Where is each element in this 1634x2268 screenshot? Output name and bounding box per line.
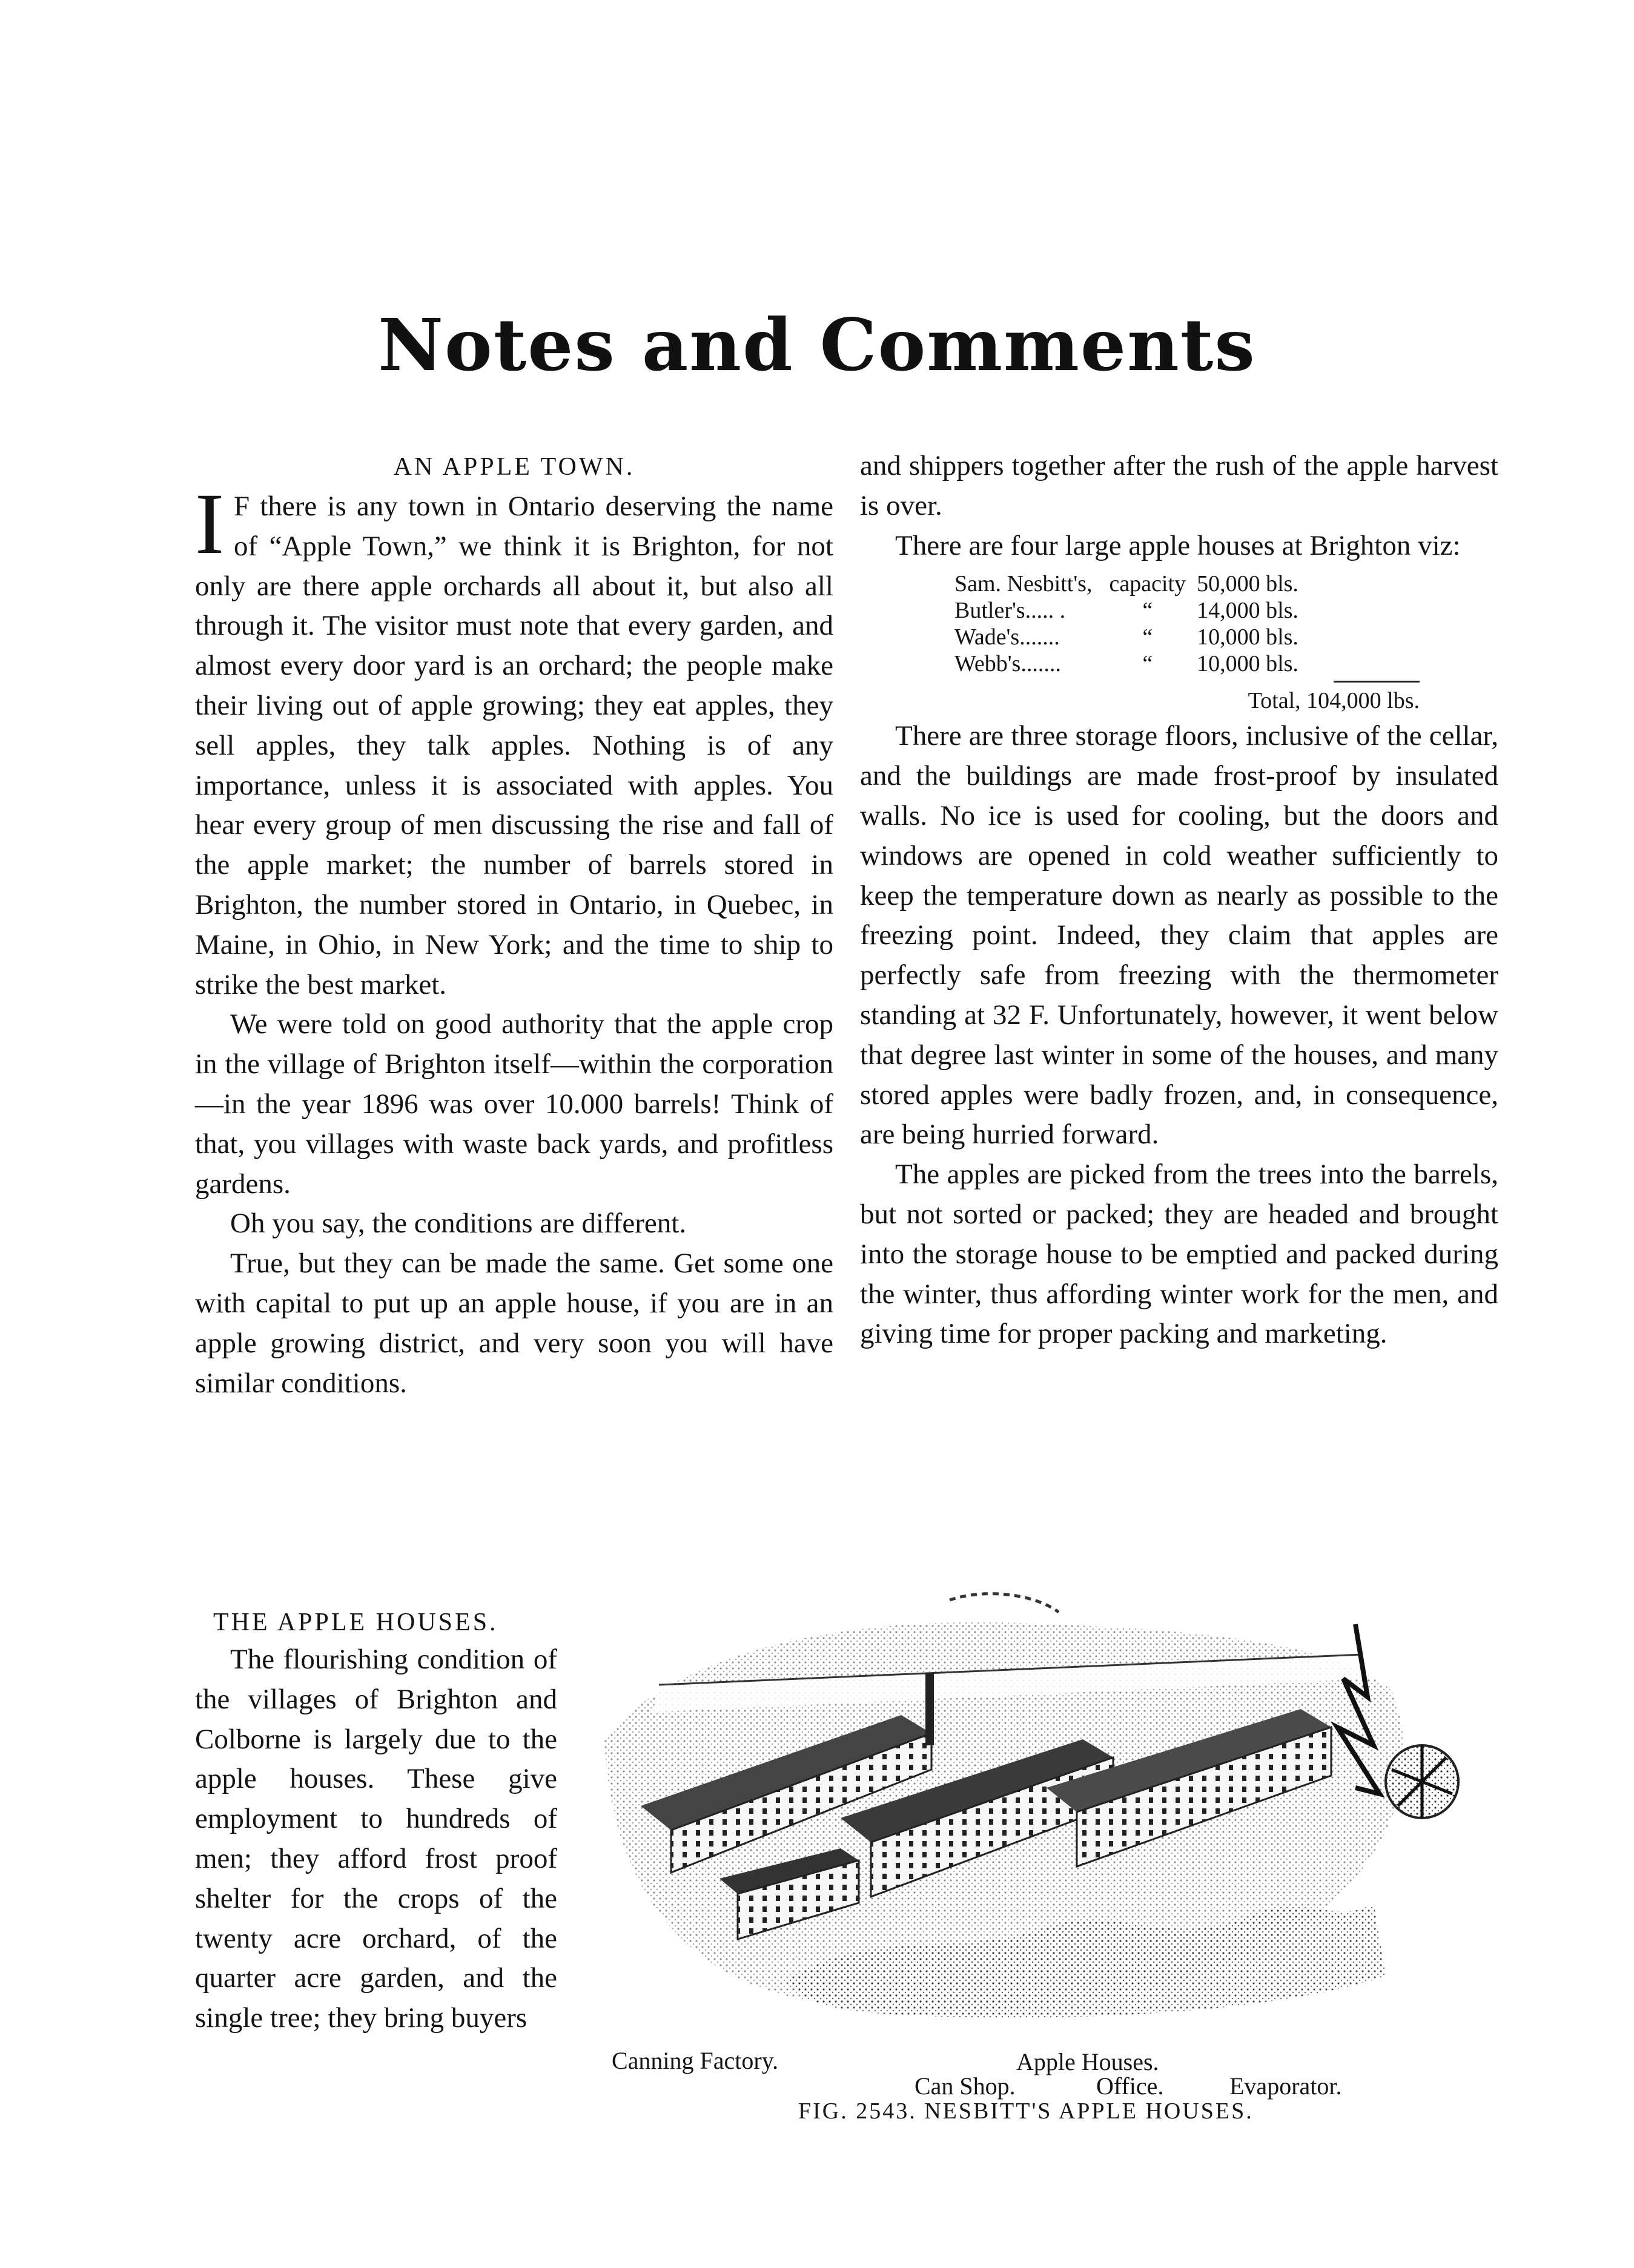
figure-caption: FIG. 2543. NESBITT'S APPLE HOUSES. <box>798 2098 1254 2124</box>
drop-cap: I <box>195 476 224 572</box>
paragraph <box>195 476 833 1005</box>
paragraph: The flourishing condition of the villages of Brighton and Colborne is largely due to the apple houses. These give employment to hundreds of men; they afford frost proof shelter for the crops of the twenty acre orchard, of the quarter acre garden, and the single tree; they bring buyers <box>195 1644 557 2034</box>
paragraph: True, but they can be made the same. Get some one with capital to put up an apple house, if you are in an apple growing district, and very soon you will have similar conditions. <box>195 1248 833 1399</box>
page-title: Notes and Comments <box>378 303 1256 387</box>
house-capacity-label: capacity <box>1109 571 1186 597</box>
house-capacity-label: “ <box>1142 651 1153 677</box>
label-evaporator: Evaporator. <box>1229 2072 1342 2100</box>
label-can-shop: Can Shop. <box>915 2072 1016 2100</box>
house-capacity: 14,000 bls. <box>1197 598 1298 624</box>
section-heading-apple-houses: THE APPLE HOUSES. <box>213 1608 498 1636</box>
table-total: Total, 104,000 lbs. <box>1248 688 1420 714</box>
table-row <box>954 570 1305 597</box>
section-heading-apple-town: AN APPLE TOWN. <box>393 453 635 481</box>
paragraph: The apples are picked from the trees into the barrels, but not sorted or packed; they are headed and brought into the storage house to be emptied and packed during the winter, thus affording winter work for the men, and giving time for proper packing and marketing. <box>860 1159 1498 1350</box>
paragraph: There are three storage floors, inclusive of the cellar, and the buildings are made frost-proof by insulated walls. No ice is used for cooling, but the doors and windows are opened in cold weather sufficiently to keep the temperature down as nearly as possible to the freezing point. Indeed, they claim that apples are perfectly safe from freezing with the thermometer standing at 32 F. Unfortunately, however, it went below that degree last winter in some of the houses, and many stored apples were badly frozen, and, in consequence, are being hurried forward. <box>860 720 1498 1151</box>
house-name: Butler's..... . <box>954 598 1066 624</box>
apple-houses-illustration <box>586 1588 1483 2042</box>
apple-houses-table <box>954 570 1305 677</box>
label-office: Office. <box>1096 2072 1164 2100</box>
table-row <box>954 650 1305 677</box>
paragraph: and shippers together after the rush of the apple harvest is over. <box>860 450 1498 521</box>
label-canning-factory: Canning Factory. <box>612 2047 779 2074</box>
house-name: Wade's....... <box>954 624 1060 650</box>
house-capacity: 50,000 bls. <box>1197 571 1298 597</box>
paragraph: We were told on good authority that the apple crop in the village of Brighton itself—within the corporation—in the year 1896 was over 10.000 barrels! Think of that, you villages with waste back yards, and profitless gardens. <box>195 1008 833 1200</box>
paragraph: There are four large apple houses at Brighton viz: <box>895 529 1461 561</box>
house-name: Sam. Nesbitt's, <box>954 571 1093 597</box>
house-capacity-label: “ <box>1142 624 1153 650</box>
house-capacity-label: “ <box>1142 598 1153 624</box>
left-column <box>195 449 833 1403</box>
house-name: Webb's....... <box>954 651 1061 677</box>
narrow-column <box>195 1605 557 2038</box>
total-rule <box>1334 681 1420 683</box>
house-capacity: 10,000 bls. <box>1197 624 1298 650</box>
table-row <box>954 624 1305 650</box>
paragraph-text: F there is any town in Ontario deserving the name of “Apple Town,” we think it is Brighton, for not only are there apple orchards all about it, but also all through it. The visitor must note that every garden, and almost every door yard is an orchard; the people make their living out of apple growing; they eat apples, they sell apples, they talk apples. Nothing is of any importance, unless it is associated with apples. You hear every group of men discussing the rise and fall of the apple market; the number of barrels stored in Brighton, the number stored in Ontario, in Quebec, in Maine, in Ohio, in New York; and the time to ship to strike the best market. <box>195 491 833 1000</box>
paragraph: Oh you say, the conditions are different. <box>230 1208 687 1240</box>
right-column <box>860 446 1498 1354</box>
house-capacity: 10,000 bls. <box>1197 651 1298 677</box>
label-apple-houses: Apple Houses. <box>1016 2048 1159 2075</box>
table-row <box>954 597 1305 624</box>
